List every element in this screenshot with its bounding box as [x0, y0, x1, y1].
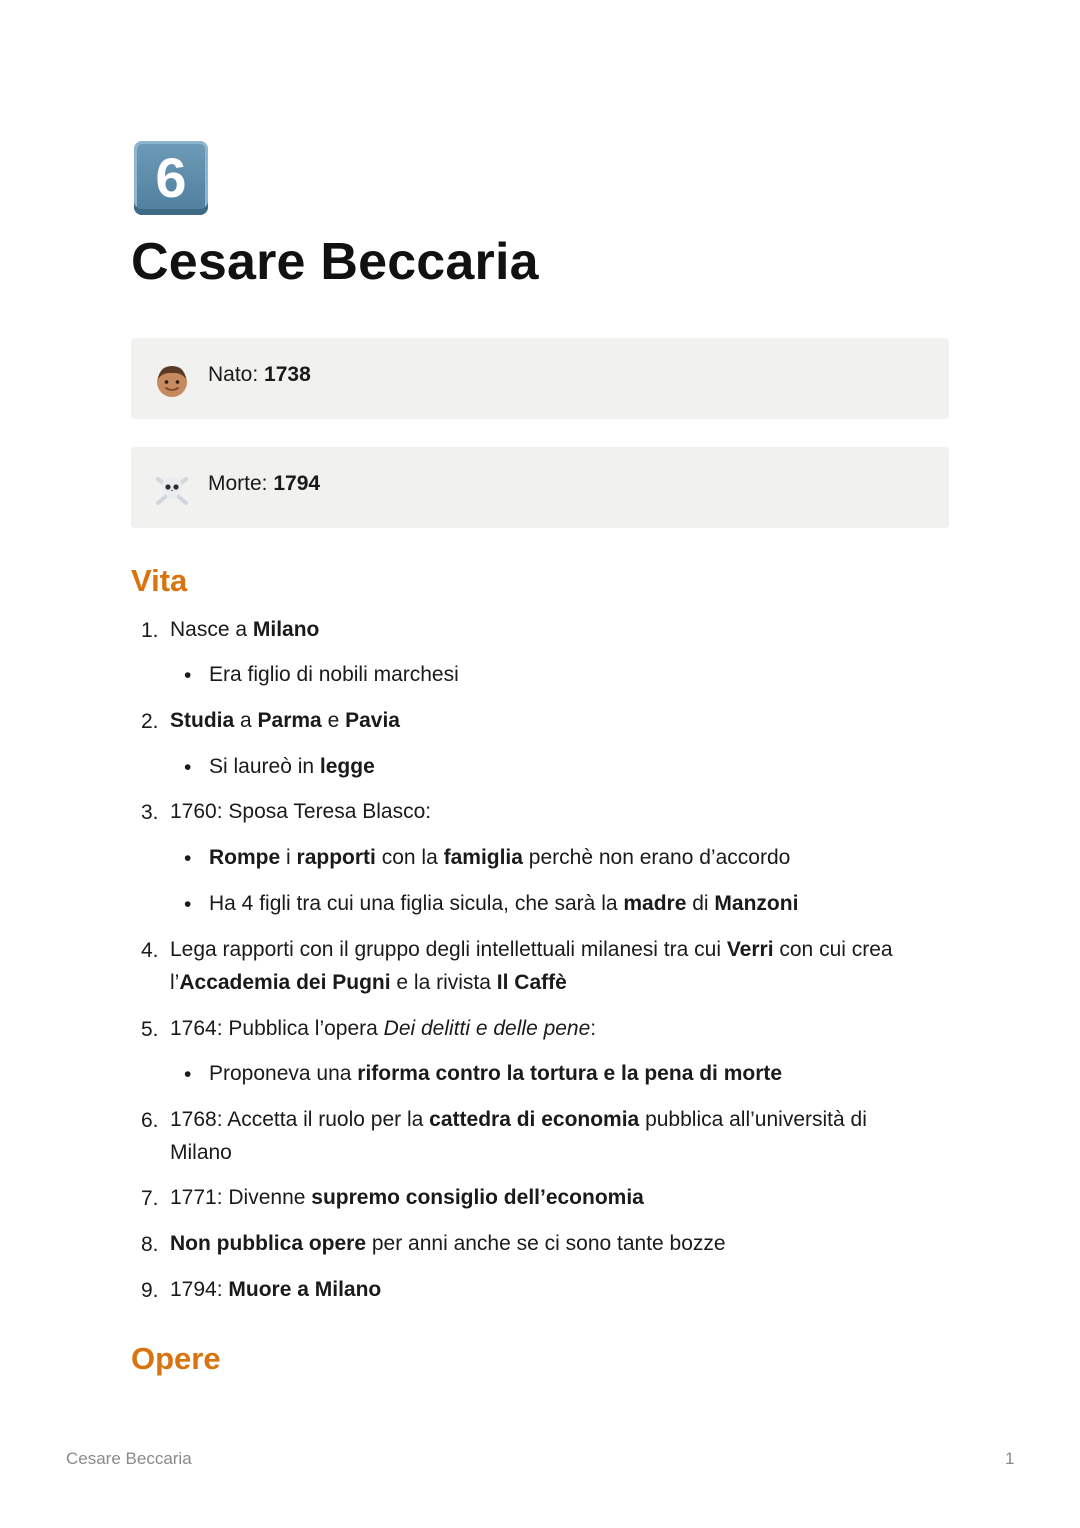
- callout-born: [131, 338, 949, 419]
- section-heading-vita: Vita: [131, 563, 188, 598]
- bullet-icon: •: [184, 756, 192, 779]
- section-heading-opere: Opere: [131, 1341, 221, 1376]
- bullet-icon: •: [184, 847, 192, 870]
- list-item: 1764: Pubblica l’opera Dei delitti e delle pene:: [170, 1017, 597, 1040]
- list-number: 1.: [141, 619, 159, 642]
- bullet-icon: •: [184, 1063, 192, 1086]
- callout-born-text: Nato: 1738: [208, 363, 311, 386]
- list-subitem: Proponeva una riforma contro la tortura e la pena di morte: [209, 1062, 783, 1085]
- list-number: 7.: [141, 1187, 159, 1210]
- list-item: Non pubblica opere per anni anche se ci sono tante bozze: [170, 1232, 726, 1255]
- list-subitem: Rompe i rapporti con la famiglia perchè non erano d’accordo: [209, 846, 791, 869]
- keycap-six-icon: 6: [134, 141, 208, 215]
- list-item: Studia a Parma e Pavia: [170, 709, 400, 732]
- list-item: 1771: Divenne supremo consiglio dell’economia: [170, 1186, 644, 1209]
- list-item: Nasce a Milano: [170, 618, 320, 641]
- list-item: Lega rapporti con il gruppo degli intellettuali milanesi tra cui Verri con cui crea l’Accademia dei Pugni e la rivista Il Caffè: [170, 938, 893, 994]
- callout-death-text: Morte: 1794: [208, 472, 321, 495]
- list-number: 6.: [141, 1109, 159, 1132]
- bullet-icon: •: [184, 893, 192, 916]
- list-number: 9.: [141, 1279, 159, 1302]
- bullet-icon: •: [184, 664, 192, 687]
- skull-crossbones-icon: [153, 470, 191, 508]
- list-subitem: Era figlio di nobili marchesi: [209, 663, 459, 686]
- list-number: 5.: [141, 1018, 159, 1041]
- list-number: 2.: [141, 710, 159, 733]
- list-subitem: Ha 4 figli tra cui una figlia sicula, che sarà la madre di Manzoni: [209, 892, 799, 915]
- callout-death: [131, 447, 949, 528]
- boy-face-icon: [153, 361, 191, 399]
- page-title: Cesare Beccaria: [131, 233, 539, 291]
- list-number: 8.: [141, 1233, 159, 1256]
- list-number: 4.: [141, 939, 159, 962]
- list-item: 1794: Muore a Milano: [170, 1278, 382, 1301]
- footer-title: Cesare Beccaria: [66, 1449, 192, 1468]
- list-item: 1760: Sposa Teresa Blasco:: [170, 800, 432, 823]
- list-subitem: Si laureò in legge: [209, 755, 375, 778]
- list-number: 3.: [141, 801, 159, 824]
- list-item: 1768: Accetta il ruolo per la cattedra di economia pubblica all’università di Milano: [170, 1108, 867, 1164]
- page-number: 1: [1005, 1449, 1015, 1468]
